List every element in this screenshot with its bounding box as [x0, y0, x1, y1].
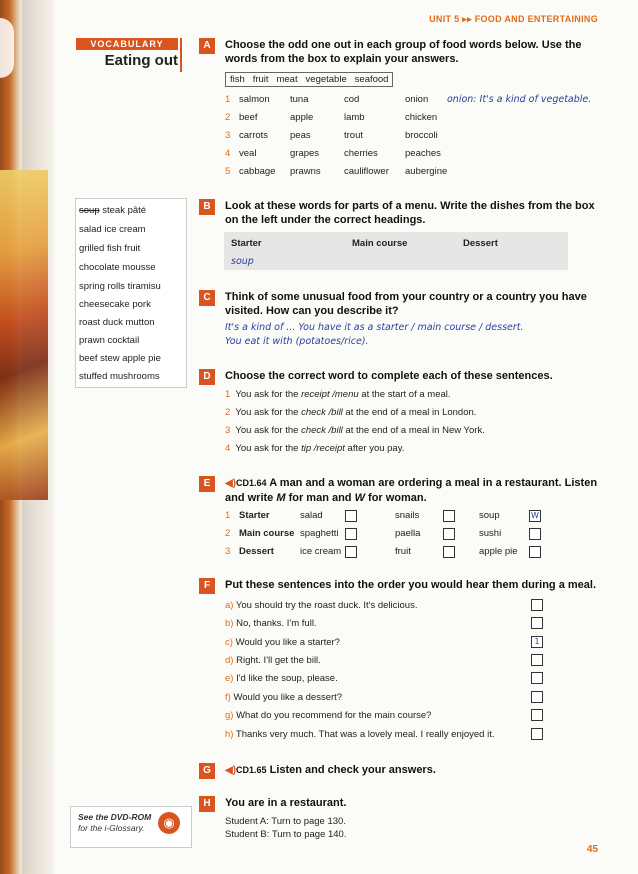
list-item: g) What do you recommend for the main course? [225, 710, 432, 721]
order-row: 3 Dessert ice cream fruit apple pie [225, 546, 555, 560]
heading-dessert: Dessert [463, 238, 498, 249]
word: fish [230, 74, 245, 85]
food-category-box [225, 72, 393, 87]
exercise-g-instruction: ◀)CD1.65 Listen and check your answers. [225, 764, 436, 776]
track-number: CD1.65 [236, 765, 267, 775]
word: vegetable [305, 74, 347, 85]
word: fruit [252, 74, 269, 85]
answer-box[interactable] [443, 546, 455, 558]
exercise-d-instruction: Choose the correct word to complete each of these sentences. [225, 370, 553, 382]
answer-box[interactable] [531, 599, 543, 611]
title-rule [180, 38, 182, 72]
choice: tip /receipt [301, 443, 345, 454]
exercise-e-instruction: ◀)CD1.64 A man and a woman are ordering a meal in a restaurant. Listen and write M for man and W for woman. [225, 477, 598, 504]
answer-box[interactable] [529, 546, 541, 558]
answer-box[interactable] [531, 654, 543, 666]
answer-box[interactable] [531, 709, 543, 721]
track-number: CD1.64 [236, 478, 267, 488]
handwritten-answer: onion: It's a kind of vegetable. [447, 94, 592, 105]
exercise-b-label: B [199, 199, 215, 215]
dishes-line: cheesecake pork [79, 299, 151, 310]
answer-box[interactable] [345, 510, 357, 522]
answer-box[interactable]: 1 [531, 636, 543, 648]
exercise-g-label: G [199, 763, 215, 779]
unit-number: UNIT 5 [429, 14, 460, 24]
answer-box[interactable] [443, 528, 455, 540]
answer-box[interactable] [529, 528, 541, 540]
exercise-f-label: F [199, 578, 215, 594]
list-item: b) No, thanks. I'm full. [225, 618, 317, 629]
list-item: f) Would you like a dessert? [225, 692, 343, 703]
exercise-a-label: A [199, 38, 215, 54]
exercise-h-label: H [199, 796, 215, 812]
dishes-line: grilled fish fruit [79, 243, 141, 254]
list-item: c) Would you like a starter? [225, 637, 340, 648]
struck-word: soup [79, 205, 100, 216]
exercise-d-label: D [199, 369, 215, 385]
exercise-c-instruction: Think of some unusual food from your country or a country you have visited. How can you describe it? [225, 291, 587, 317]
list-item: d) Right. I'll get the bill. [225, 655, 321, 666]
word: meat [276, 74, 298, 85]
speaker-icon[interactable]: ◀) [225, 478, 237, 489]
choice: receipt /menu [301, 389, 359, 400]
heading-main-course: Main course [352, 238, 408, 249]
answer-box[interactable] [531, 728, 543, 740]
handwritten-answer: soup [231, 256, 254, 267]
exercise-a-instruction: Choose the odd one out in each group of food words below. Use the words from the box to explain your answers. [225, 39, 582, 65]
exercise-f-instruction: Put these sentences into the order you would hear them during a meal. [225, 579, 597, 591]
exercise-e-label: E [199, 476, 215, 492]
dishes-line: stuffed mushrooms [79, 371, 160, 382]
restaurant-photo [0, 170, 48, 500]
list-item: a) You should try the roast duck. It's delicious. [225, 600, 418, 611]
exercise-c-label: C [199, 290, 215, 306]
choice: check /bill [301, 425, 343, 436]
list-item: 2 You ask for the check /bill at the end of a meal in London. [225, 407, 477, 418]
instruction-line: Student B: Turn to page 140. [225, 829, 347, 840]
dishes-line: chocolate mousse [79, 262, 156, 273]
handwritten-line: You eat it with (potatoes/rice). [225, 336, 369, 347]
unit-number-mark [0, 18, 14, 78]
instruction-line: Student A: Turn to page 130. [225, 816, 346, 827]
list-item: 1 You ask for the receipt /menu at the start of a meal. [225, 389, 451, 400]
dishes-line: roast duck mutton [79, 317, 155, 328]
dishes-line: beef stew apple pie [79, 353, 161, 364]
answer-box[interactable] [443, 510, 455, 522]
page-number: 45 [586, 844, 598, 855]
unit-topic: FOOD AND ENTERTAINING [474, 14, 598, 24]
dishes-line: soup steak pâté [79, 205, 147, 216]
section-title: Eating out [104, 52, 178, 69]
list-item: e) I'd like the soup, please. [225, 673, 338, 684]
dishes-line: salad ice cream [79, 224, 146, 235]
dishes-line: spring rolls tiramisu [79, 281, 161, 292]
double-arrow-icon: ▸▸ [462, 14, 472, 24]
answer-box[interactable] [345, 528, 357, 540]
order-row: 2 Main course spaghetti paella sushi [225, 528, 555, 542]
disc-icon: ◉ [158, 812, 180, 834]
choice: check /bill [301, 407, 343, 418]
order-row: 1 Starter salad snails soup W [225, 510, 555, 524]
answer-box[interactable] [531, 672, 543, 684]
word: seafood [354, 74, 389, 85]
list-item: 4 You ask for the tip /receipt after you pay. [225, 443, 405, 454]
heading-starter: Starter [231, 238, 262, 249]
list-item: 3 You ask for the check /bill at the end of a meal in New York. [225, 425, 485, 436]
answer-box[interactable]: W [529, 510, 541, 522]
answer-box[interactable] [345, 546, 357, 558]
handwritten-line: It's a kind of ... You have it as a starter / main course / dessert. [225, 322, 524, 333]
speaker-icon[interactable]: ◀) [225, 765, 237, 776]
answer-box[interactable] [531, 617, 543, 629]
unit-header [429, 14, 598, 25]
answer-box[interactable] [531, 691, 543, 703]
exercise-b-instruction: Look at these words for parts of a menu. Write the dishes from the box on the left under the correct headings. [225, 200, 595, 226]
section-tag: VOCABULARY [76, 38, 178, 50]
dishes-line: prawn cocktail [79, 335, 140, 346]
dvd-note-text: See the DVD-ROM for the i-Glossary. [78, 812, 152, 833]
list-item: h) Thanks very much. That was a lovely meal. I really enjoyed it. [225, 729, 495, 740]
exercise-h-instruction: You are in a restaurant. [225, 797, 347, 809]
